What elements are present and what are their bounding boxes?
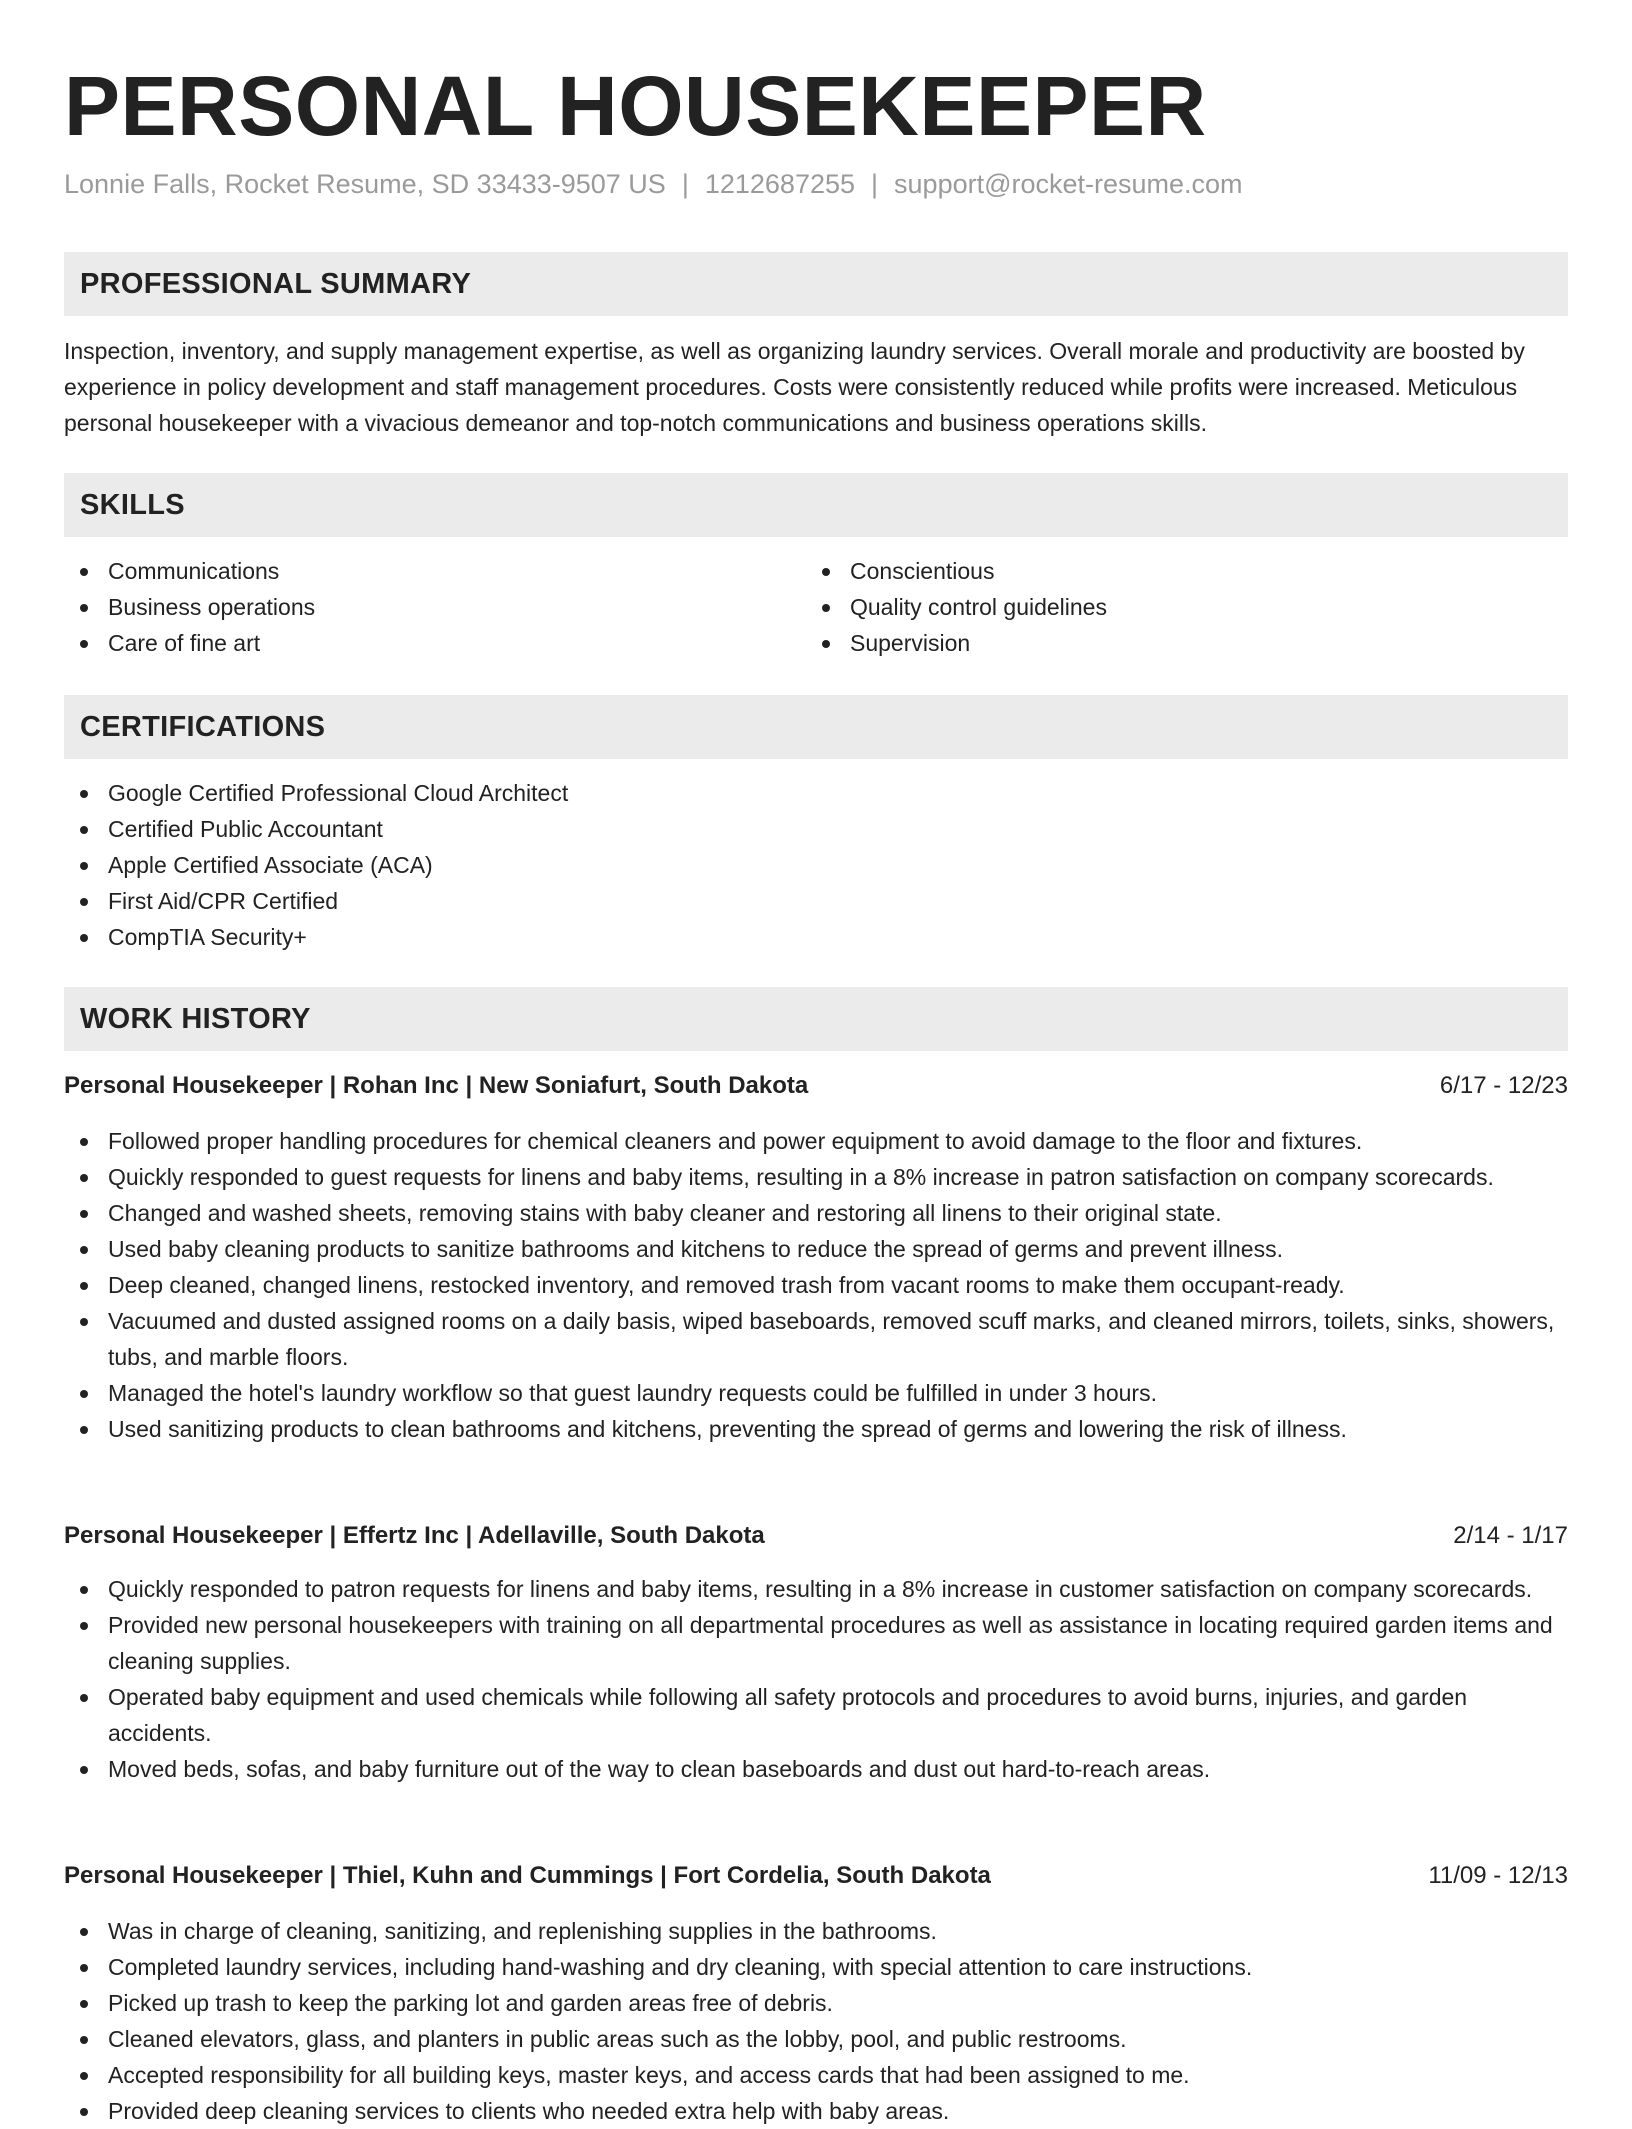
contact-email[interactable]: support@rocket-resume.com <box>894 169 1243 199</box>
skills-section-header <box>64 473 1568 537</box>
certification-item: Google Certified Professional Cloud Architect <box>64 775 1568 811</box>
summary-section-title: PROFESSIONAL SUMMARY <box>80 268 472 300</box>
work-history-section-title: WORK HISTORY <box>80 1003 311 1035</box>
page-title: PERSONAL HOUSEKEEPER <box>64 59 1207 153</box>
certification-item: Apple Certified Associate (ACA) <box>64 847 1568 883</box>
skill-item: Quality control guidelines <box>806 589 1506 625</box>
job-bullets <box>64 1123 1568 1447</box>
contact-separator: | <box>681 169 689 199</box>
certifications-section-title: CERTIFICATIONS <box>80 711 326 743</box>
skills-column-right <box>806 553 1506 661</box>
job-bullet: Completed laundry services, including hand-washing and dry cleaning, with special attention to care instructions. <box>64 1949 1568 1985</box>
skill-item: Care of fine art <box>64 625 764 661</box>
job-bullet: Vacuumed and dusted assigned rooms on a daily basis, wiped baseboards, removed scuff marks, and cleaned mirrors, toilets, sinks, showers, tubs, and marble floors. <box>64 1303 1568 1375</box>
summary-text: Inspection, inventory, and supply management expertise, as well as organizing laundry services. Overall morale and productivity are boosted by experience in policy development and staff management procedures. Costs were consistently reduced while profits were increased. Meticulous personal housekeeper with a vivacious demeanor and top-notch communications and business operations skills. <box>64 338 1525 436</box>
job-header <box>64 1518 1568 1554</box>
job-bullet: Operated baby equipment and used chemicals while following all safety protocols and procedures to avoid burns, injuries, and garden accidents. <box>64 1679 1568 1751</box>
contact-line <box>64 166 1243 202</box>
job-header <box>64 1068 1568 1104</box>
job-bullet: Moved beds, sofas, and baby furniture out of the way to clean baseboards and dust out hard-to-reach areas. <box>64 1751 1568 1787</box>
job-bullet: Picked up trash to keep the parking lot and garden areas free of debris. <box>64 1985 1568 2021</box>
job-dates: 2/14 - 1/17 <box>1453 1522 1568 1549</box>
job-bullet: Managed the hotel's laundry workflow so that guest laundry requests could be fulfilled in under 3 hours. <box>64 1375 1568 1411</box>
job-bullet: Followed proper handling procedures for chemical cleaners and power equipment to avoid damage to the floor and fixtures. <box>64 1123 1568 1159</box>
job-title: Personal Housekeeper | Thiel, Kuhn and Cummings | Fort Cordelia, South Dakota <box>64 1862 991 1889</box>
summary-section-header <box>64 252 1568 316</box>
job-dates: 11/09 - 12/13 <box>1428 1862 1568 1889</box>
contact-address: Lonnie Falls, Rocket Resume, SD 33433-9507 US <box>64 169 666 199</box>
skill-item: Communications <box>64 553 764 589</box>
contact-separator: | <box>871 169 879 199</box>
job-bullet: Accepted responsibility for all building keys, master keys, and access cards that had been assigned to me. <box>64 2057 1568 2093</box>
certification-item: CompTIA Security+ <box>64 919 1568 955</box>
job-title: Personal Housekeeper | Effertz Inc | Adellaville, South Dakota <box>64 1522 765 1549</box>
skill-item: Business operations <box>64 589 764 625</box>
work-history-section-header <box>64 987 1568 1051</box>
job-bullet: Provided new personal housekeepers with training on all departmental procedures as well as assistance in locating required garden items and cleaning supplies. <box>64 1607 1568 1679</box>
certification-item: Certified Public Accountant <box>64 811 1568 847</box>
job-bullet: Quickly responded to guest requests for linens and baby items, resulting in a 8% increase in patron satisfaction on company scorecards. <box>64 1159 1568 1195</box>
job-bullet: Was in charge of cleaning, sanitizing, and replenishing supplies in the bathrooms. <box>64 1913 1568 1949</box>
job-header <box>64 1858 1568 1894</box>
job-title: Personal Housekeeper | Rohan Inc | New Soniafurt, South Dakota <box>64 1072 809 1099</box>
skill-item: Supervision <box>806 625 1506 661</box>
job-bullet: Used sanitizing products to clean bathrooms and kitchens, preventing the spread of germs and lowering the risk of illness. <box>64 1411 1568 1447</box>
certifications-list <box>64 775 1568 955</box>
job-bullet: Changed and washed sheets, removing stains with baby cleaner and restoring all linens to their original state. <box>64 1195 1568 1231</box>
certifications-section-header <box>64 695 1568 759</box>
job-bullets <box>64 1913 1568 2129</box>
job-bullets <box>64 1571 1568 1787</box>
certification-item: First Aid/CPR Certified <box>64 883 1568 919</box>
job-bullet: Cleaned elevators, glass, and planters in public areas such as the lobby, pool, and public restrooms. <box>64 2021 1568 2057</box>
contact-phone: 1212687255 <box>704 169 856 199</box>
job-bullet: Provided deep cleaning services to clients who needed extra help with baby areas. <box>64 2093 1568 2129</box>
job-bullet: Quickly responded to patron requests for linens and baby items, resulting in a 8% increase in customer satisfaction on company scorecards. <box>64 1571 1568 1607</box>
skill-item: Conscientious <box>806 553 1506 589</box>
skills-column-left <box>64 553 764 661</box>
skills-section-title: SKILLS <box>80 489 185 521</box>
job-bullet: Deep cleaned, changed linens, restocked inventory, and removed trash from vacant rooms to make them occupant-ready. <box>64 1267 1568 1303</box>
job-bullet: Used baby cleaning products to sanitize bathrooms and kitchens to reduce the spread of germs and prevent illness. <box>64 1231 1568 1267</box>
job-dates: 6/17 - 12/23 <box>1439 1072 1568 1099</box>
